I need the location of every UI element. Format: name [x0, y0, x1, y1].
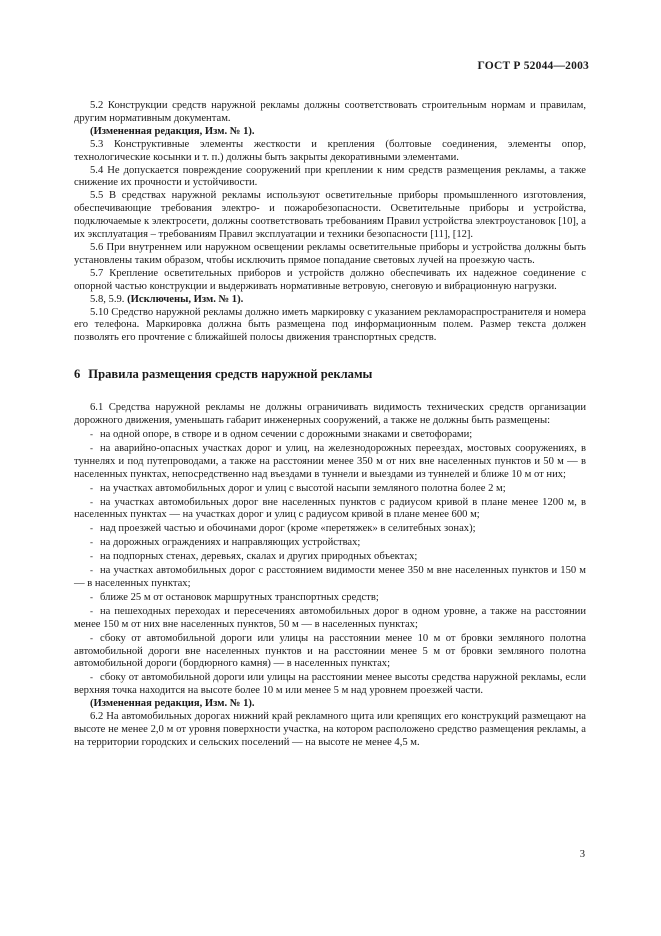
list-item [74, 536, 586, 550]
bullet-marker: - [90, 429, 93, 440]
paragraph-5-6: 5.6 При внутреннем или наружном освещении рекламы осветительные приборы и устройства должны быть установлены таким образом, чтобы исключить прямое попадание световых лучей на проезжую часть. [74, 241, 586, 266]
bullet-marker: - [90, 442, 93, 453]
list-item [74, 591, 586, 605]
page-number: 3 [579, 849, 585, 860]
excluded-note [74, 294, 586, 307]
section-number: 6 [74, 367, 81, 382]
list-item [74, 442, 586, 482]
list-item-text: на участках автомобильных дорог и улиц с высотой насыпи земляного полотна более 2 м; [100, 482, 506, 494]
list-item-text: ближе 25 м от остановок маршрутных транспортных средств; [100, 591, 379, 603]
bullet-marker: - [90, 496, 93, 507]
excluded-text: (Исключены, Изм. № 1). [127, 293, 244, 305]
list-item [74, 428, 586, 442]
standard-code-header: ГОСТ Р 52044—2003 [477, 60, 589, 72]
list-item [74, 605, 586, 632]
bullet-marker: - [90, 565, 93, 576]
paragraph-5-5: 5.5 В средствах наружной рекламы используют осветительные приборы промышленного изготовления, обеспечивающие требования электро- и пожаробезопасности. Осветительные приборы и устройства, подключаемые к электросети, должны соответствовать требованиям Правил устройства электроустановок [10], а их эксплуатация – требованиям Правил эксплуатации и техники безопасности [11], [12]. [74, 190, 586, 241]
paragraph-5-10: 5.10 Средство наружной рекламы должно иметь маркировку с указанием рекламораспространителя и номера его телефона. Маркировка должна быть размещена под информационным полем. Размер текста должен позволять его прочтение с ближайшей полосы движения транспортных средств. [74, 306, 586, 344]
paragraph-5-3: 5.3 Конструктивные элементы жесткости и крепления (болтовые соединения, элементы опор, технологические косынки и т. п.) должны быть закрыты декоративными элементами. [74, 138, 586, 163]
bullet-marker: - [90, 632, 93, 643]
amendment-note: (Измененная редакция, Изм. № 1). [90, 698, 255, 710]
paragraph-5-4: 5.4 Не допускается повреждение сооружений при креплении к ним средств размещения рекламы, а также снижение их прочности и устойчивости. [74, 164, 586, 189]
excluded-clause-numbers: 5.8, 5.9. [90, 293, 125, 305]
list-item-text: над проезжей частью и обочинами дорог (кроме «перетяжек» в селитебных зонах); [100, 523, 476, 535]
paragraph-5-7: 5.7 Крепление осветительных приборов и устройств должно обеспечивать их надежное соединение с опорной частью конструкции и выдерживать нормативные ветровую, снеговую и вибрационную нагрузки. [74, 267, 586, 292]
bullet-marker: - [90, 672, 93, 683]
list-item-text: сбоку от автомобильной дороги или улицы на расстоянии менее высоты средства наружной рекламы, если верхняя точка находится на высоте более 10 м или менее 5 м над уровнем проезжей части. [74, 672, 586, 697]
list-item [74, 482, 586, 496]
list-item [74, 671, 586, 698]
paragraph-5-2: 5.2 Конструкции средств наружной рекламы должны соответствовать строительным нормам и правилам, другим нормативным документам. [74, 100, 586, 124]
paragraph-6-2: 6.2 На автомобильных дорогах нижний край рекламного щита или крепящих его конструкций размещают на высоте не менее 2,0 м от уровня поверхности участка, на котором расположено средство размещения рекламы, а на территории городских и сельских поселений — на высоте не менее 4,5 м. [74, 711, 586, 748]
bullet-marker: - [90, 551, 93, 562]
bullet-marker: - [90, 482, 93, 493]
list-item [74, 496, 586, 523]
list-item [74, 550, 586, 564]
bullet-marker: - [90, 605, 93, 616]
section-title: Правила размещения средств наружной рекламы [88, 367, 373, 382]
list-item-text: на подпорных стенах, деревьях, скалах и других природных объектах; [100, 551, 418, 563]
bullet-marker: - [90, 591, 93, 602]
list-item-text: на участках автомобильных дорог вне населенных пунктов с радиусом кривой в плане менее 1200 м, в населенных пунктах — на участках дорог и улиц с радиусом кривой в плане менее 600 м; [74, 496, 586, 521]
list-item-text: на пешеходных переходах и пересечениях автомобильных дорог в одном уровне, а также на расстоянии менее 150 м от них вне населенных пунктов, 50 м — в населенных пунктах; [74, 605, 586, 630]
paragraph-6-1: 6.1 Средства наружной рекламы не должны ограничивать видимость технических средств организации дорожного движения, уменьшать габарит инженерных сооружений, а также не должны быть размещены: [74, 402, 586, 427]
list-item [74, 522, 586, 536]
bullet-marker: - [90, 523, 93, 534]
bullet-marker: - [90, 537, 93, 548]
list-item-text: сбоку от автомобильной дороги или улицы на расстоянии менее 10 м от бровки земляного полотна автомобильной дороги вне населенных пунктов и на расстоянии менее 5 м от бровки земляного полотна автомобильной дороги (бордюрного камня) — в населенных пунктах; [74, 632, 586, 670]
bullet-list [74, 428, 586, 698]
list-item-text: на аварийно-опасных участках дорог и улиц, на железнодорожных переездах, мостовых сооружениях, в туннелях и под путепроводами, а также на расстоянии менее 350 м от них вне населенных пунктов и 50 м — в населенных пунктах, непосредственно над въездами в туннели и выездами из туннелей и ближе 10 м от них; [74, 442, 586, 480]
page-content [74, 100, 586, 750]
list-item-text: на дорожных ограждениях и направляющих устройствах; [100, 537, 361, 549]
list-item-text: на одной опоре, в створе и в одном сечении с дорожными знаками и светофорами; [100, 429, 473, 441]
amendment-note: (Измененная редакция, Изм. № 1). [90, 125, 255, 137]
list-item [74, 564, 586, 591]
list-item [74, 632, 586, 672]
section-heading [74, 367, 586, 382]
list-item-text: на участках автомобильных дорог с расстоянием видимости менее 350 м вне населенных пунктов и 150 м — в населенных пунктах; [74, 565, 586, 589]
